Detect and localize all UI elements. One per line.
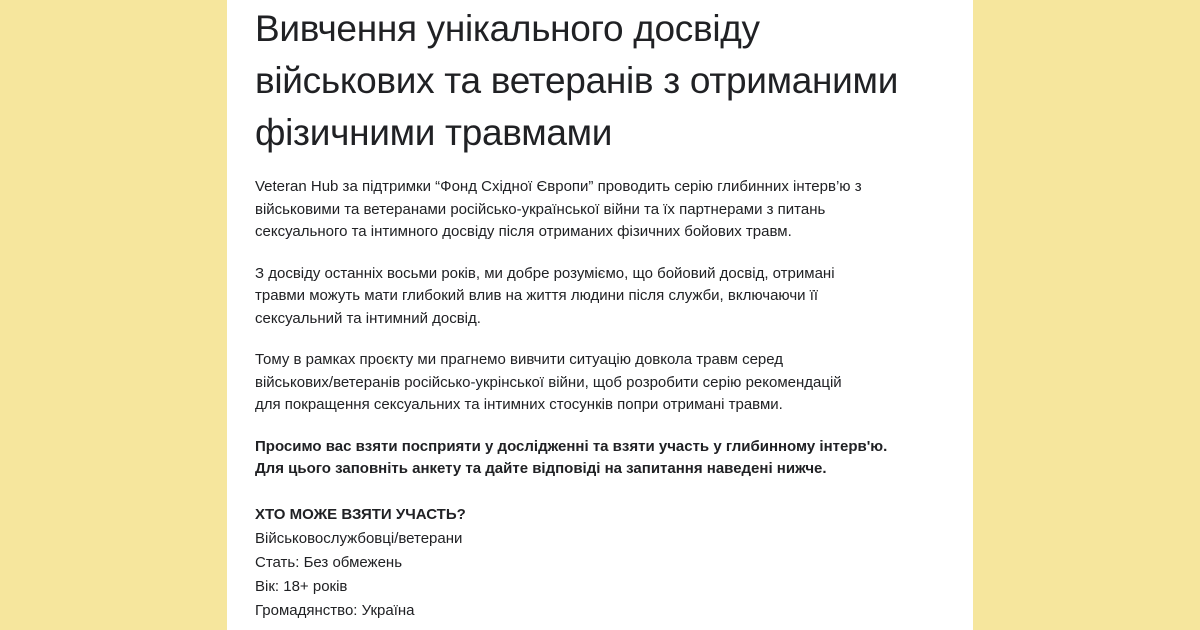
description-line: для покращення сексуальних та інтимних стосунків попри отримані травми. [255,396,783,413]
form-title [255,0,955,159]
description-line-bold: Для цього заповніть анкету та дайте відповіді на запитання наведені нижче. [255,460,827,477]
eligibility-heading: ХТО МОЖЕ ВЗЯТИ УЧАСТЬ? [255,505,466,523]
eligibility-item: Стать: Без обмежень [255,553,403,571]
description-paragraph-intro [255,176,955,244]
description-paragraph-experience [255,263,955,331]
eligibility-item: Військовослужбовці/ветерани [255,529,463,547]
description-line: травми можуть мати глибокий влив на життя людини після служби, включаючи її [255,287,819,304]
description-line: З досвіду останніх восьми років, ми добре розуміємо, що бойовий досвід, отримані [255,264,835,282]
description-line-bold: Просимо вас взяти посприяти у дослідженні та взяти участь у глибинному інтерв'ю. [255,437,888,455]
description-line: сексуальний та інтимний досвід. [255,309,481,327]
description-paragraph-goal [255,349,955,417]
eligibility-item: Вік: 18+ років [255,577,348,595]
form-title-line: військових та ветеранів з отриманими [255,60,899,101]
description-paragraph-request [255,436,955,481]
description-line: сексуального та інтимного досвіду після отриманих фізичних бойових травм. [255,223,792,240]
form-header-card [227,0,973,630]
description-line: Тому в рамках проєкту ми прагнемо вивчити ситуацію довкола травм серед [255,351,784,368]
description-line: Veteran Hub за підтримки “Фонд Східної Європи” проводить серію глибинних інтерв’ю з [255,178,862,195]
description-line: військових/ветеранів російсько-укрінської війни, щоб розробити серію рекомендацій [255,373,842,391]
description-line: військовими та ветеранами російсько-української війни та їх партнерами з питань [255,200,826,218]
eligibility-item: Громадянство: Україна [255,601,415,619]
form-title-line: Вивчення унікального досвіду [255,8,760,49]
form-header-content [255,0,955,623]
form-title-line: фізичними травмами [255,112,613,153]
eligibility-criteria [255,503,955,623]
